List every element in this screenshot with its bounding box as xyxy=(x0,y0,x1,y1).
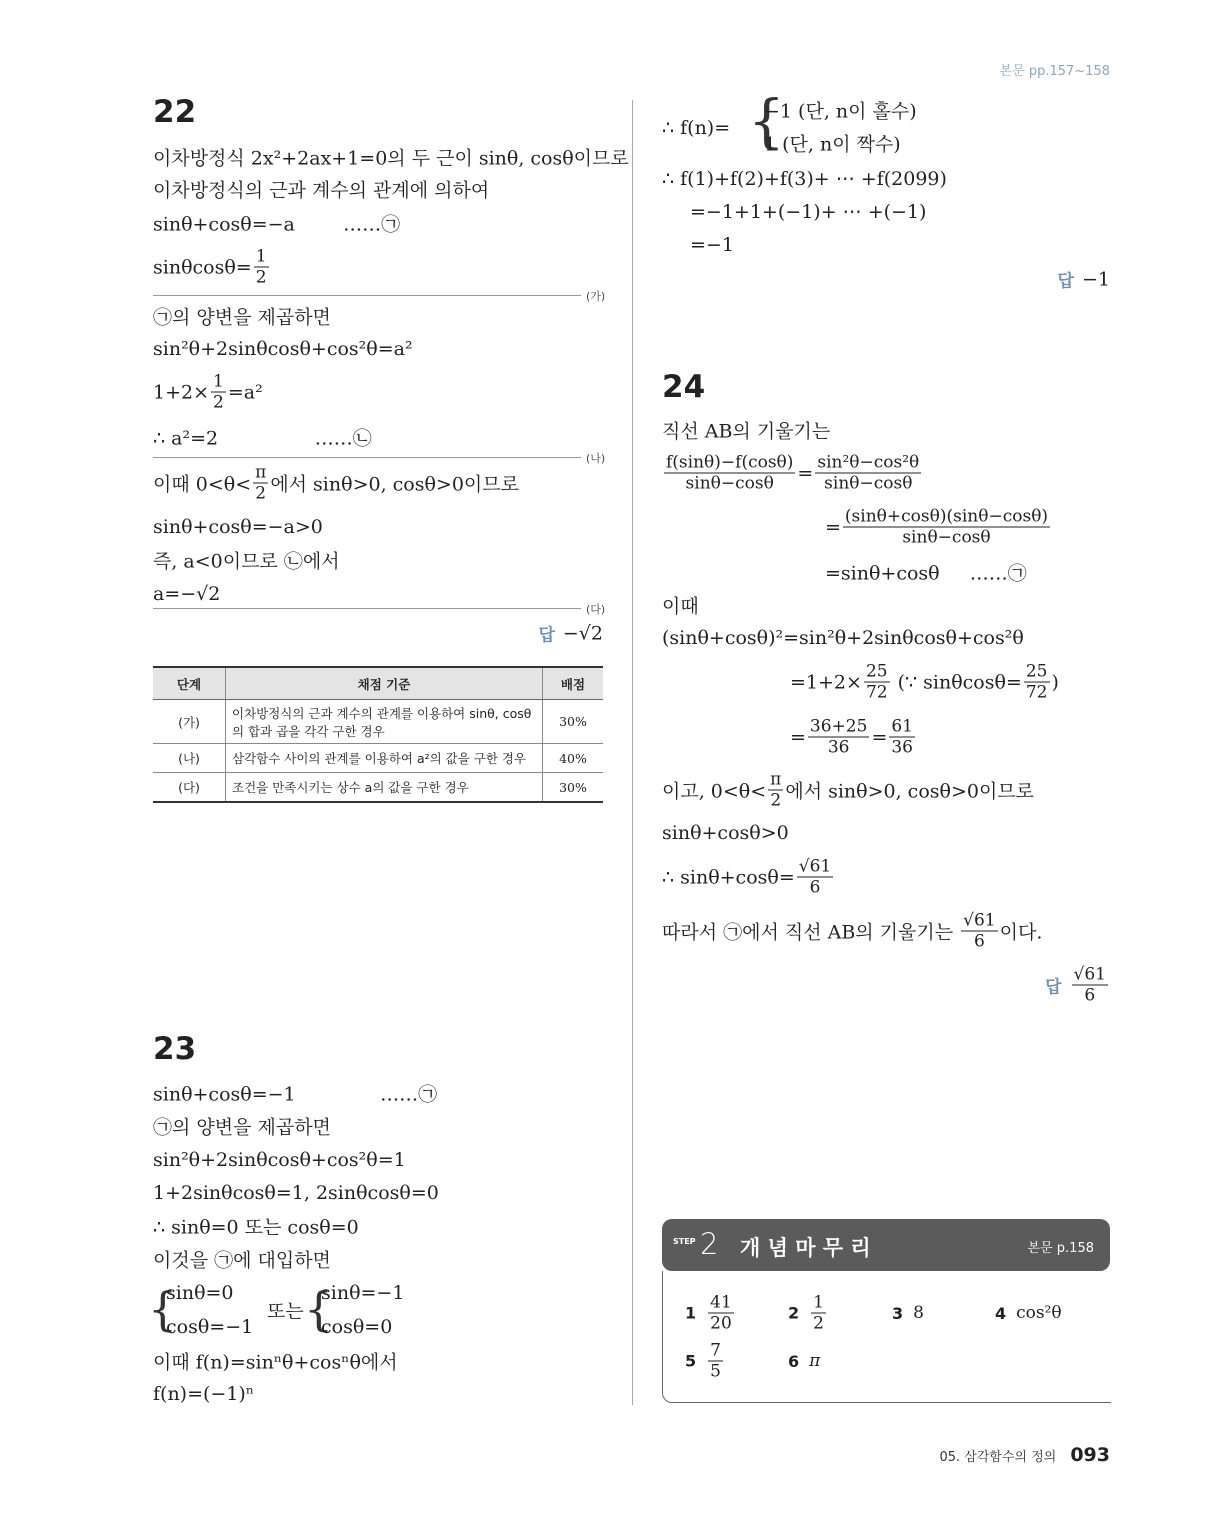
page-number: 093 xyxy=(1070,1444,1110,1466)
solution-line xyxy=(153,1383,254,1405)
solution-line xyxy=(662,857,835,898)
solution-line xyxy=(790,662,1059,703)
solution-line xyxy=(153,424,372,451)
answer-item xyxy=(685,1341,725,1382)
column-divider xyxy=(632,100,633,1405)
system-eq: cosθ=0 xyxy=(321,1316,393,1338)
solution-line xyxy=(153,1246,331,1273)
denominator: 6 xyxy=(973,931,985,952)
denominator: 2 xyxy=(213,392,224,413)
step-number: 2 xyxy=(700,1227,719,1261)
math-text: = xyxy=(871,726,888,748)
solution-line xyxy=(662,822,789,844)
left-brace: { xyxy=(304,1282,334,1336)
math-text: cos²θ xyxy=(1016,1303,1062,1323)
solution-line xyxy=(662,168,947,190)
solution-line xyxy=(153,338,413,360)
math-text: = xyxy=(797,462,814,484)
solution-line xyxy=(153,247,271,288)
problem-number-23: 23 xyxy=(153,1031,197,1067)
math-text: 에서 sinθ>0, cosθ>0이므로 xyxy=(785,780,1035,803)
math-text: (sinθ+cosθ)²=sin²θ+2sinθcosθ+cos²θ xyxy=(662,627,1024,649)
solution-line xyxy=(790,717,917,758)
step-title: 개 념 마 무 리 xyxy=(740,1236,871,1260)
math-text: a=−√2 xyxy=(153,583,221,605)
step-label: (다) xyxy=(586,603,606,616)
item-number: 2 xyxy=(788,1303,800,1323)
solution-line xyxy=(153,1113,331,1140)
table-row xyxy=(153,773,603,803)
step2-header xyxy=(662,1219,1110,1271)
case-line: −1 (단, n이 홀수) xyxy=(764,100,917,123)
fraction xyxy=(664,453,795,494)
math-text: =sinθ+cosθ ……㉠ xyxy=(825,562,1027,585)
solution-line xyxy=(662,592,699,619)
step-page-ref: 본문 p.158 xyxy=(1027,1241,1094,1256)
denominator: 6 xyxy=(1084,985,1096,1006)
item-number: 3 xyxy=(892,1303,904,1323)
numerator: sin²θ−cos²θ xyxy=(817,452,920,473)
math-text: =−1+1+(−1)+ ⋯ +(−1) xyxy=(690,201,927,223)
solution-line xyxy=(153,210,400,237)
cell-step: (다) xyxy=(153,773,226,803)
step-tag: STEP xyxy=(673,1237,696,1246)
numerator: √61 xyxy=(798,856,832,877)
answer-mark: 답 xyxy=(1045,977,1062,998)
cell-score: 40% xyxy=(543,744,604,773)
numerator: 1 xyxy=(213,371,224,392)
fraction xyxy=(768,770,783,811)
solution-line xyxy=(153,372,263,413)
item-value xyxy=(706,1293,736,1334)
fraction xyxy=(1024,662,1050,703)
math-text: (∵ sinθcosθ= xyxy=(891,671,1022,693)
item-number: 1 xyxy=(685,1303,697,1323)
solution-line xyxy=(153,463,519,504)
denominator: 5 xyxy=(710,1361,721,1382)
denominator: sinθ−cosθ xyxy=(824,473,913,494)
math-text: sinθ+cosθ=−1 ……㉠ xyxy=(153,1083,438,1106)
denominator: 2 xyxy=(255,267,267,288)
math-text: ∴ sinθ+cosθ= xyxy=(662,866,795,888)
fraction xyxy=(889,717,915,758)
math-text: 이차방정식의 근과 계수의 관계에 의하여 xyxy=(153,179,490,202)
problem-number-24: 24 xyxy=(662,369,706,405)
math-text: f(n)=(−1)ⁿ xyxy=(153,1383,255,1405)
numerator: 41 xyxy=(710,1292,732,1313)
fraction xyxy=(815,453,921,494)
cell-step: (나) xyxy=(153,744,226,773)
numerator: π xyxy=(770,769,782,790)
solution-line xyxy=(690,234,734,256)
page-footer xyxy=(939,1444,1110,1466)
cell-score: 30% xyxy=(543,700,604,744)
system-or: 또는 xyxy=(267,1300,304,1323)
grading-table xyxy=(153,666,603,803)
system-eq: sinθ=0 xyxy=(166,1282,234,1304)
fraction xyxy=(708,1293,734,1334)
solution-line xyxy=(662,417,830,444)
math-text: 즉, a<0이므로 ㉡에서 xyxy=(153,550,340,573)
denominator: 2 xyxy=(813,1313,824,1334)
math-text: 이고, 0<θ< xyxy=(662,780,767,803)
solution-line xyxy=(662,911,1042,952)
step-label: (가) xyxy=(586,290,606,303)
math-text: ∴ a²=2 ……㉡ xyxy=(153,427,372,450)
item-number: 5 xyxy=(685,1351,697,1371)
numerator: 25 xyxy=(1025,661,1048,682)
page-reference: 본문 pp.157~158 xyxy=(999,64,1110,79)
fraction xyxy=(708,1341,723,1382)
answer xyxy=(1058,267,1110,292)
numerator: 61 xyxy=(891,716,913,737)
solution-line xyxy=(662,627,1024,649)
numerator: 25 xyxy=(865,661,888,682)
denominator: sinθ−cosθ xyxy=(902,527,991,548)
table-row xyxy=(153,700,603,744)
header-criterion: 채점 기준 xyxy=(226,667,543,700)
fraction xyxy=(961,911,997,952)
math-text: 1+2× xyxy=(153,381,210,403)
table-row xyxy=(153,744,603,773)
item-value xyxy=(1016,1303,1062,1323)
item-value xyxy=(809,1351,820,1371)
numerator: √61 xyxy=(963,910,996,931)
solution-line xyxy=(153,144,629,171)
math-text: 직선 AB의 기울기는 xyxy=(662,420,831,443)
numerator: 7 xyxy=(710,1340,721,1361)
chapter-title: 05. 삼각함수의 정의 xyxy=(939,1450,1057,1465)
numerator: (sinθ+cosθ)(sinθ−cosθ) xyxy=(844,506,1049,527)
fraction xyxy=(843,507,1050,548)
math-text: 1+2sinθcosθ=1, 2sinθcosθ=0 xyxy=(153,1182,439,1204)
numerator: f(sinθ)−f(cosθ) xyxy=(666,452,794,473)
fraction xyxy=(864,662,890,703)
solution-line xyxy=(825,507,1052,548)
math-text: 이다. xyxy=(999,921,1043,944)
solution-line xyxy=(825,559,1027,586)
solution-line: ∴ f(n)= xyxy=(662,117,731,139)
answer-item xyxy=(788,1293,828,1334)
math-text: 이때 f(n)=sinⁿθ+cosⁿθ에서 xyxy=(153,1351,398,1374)
item-value xyxy=(913,1303,924,1323)
denominator: 20 xyxy=(710,1313,732,1334)
cell-criterion: 조건을 만족시키는 상수 a의 값을 구한 경우 xyxy=(226,773,543,803)
math-text: sinθ+cosθ=−a ……㉠ xyxy=(153,213,401,236)
denominator: 2 xyxy=(770,790,782,811)
math-text: 이때 0<θ< xyxy=(153,473,252,496)
math-text: 이때 xyxy=(662,595,699,618)
solution-line xyxy=(153,176,489,203)
numerator: 1 xyxy=(255,246,267,267)
solution-line xyxy=(153,1213,359,1240)
answer-value xyxy=(1082,268,1110,290)
system-eq: cosθ=−1 xyxy=(166,1316,254,1338)
case-line: 1 (단, n이 짝수) xyxy=(764,133,901,156)
item-number: 4 xyxy=(995,1303,1007,1323)
cell-step: (가) xyxy=(153,700,226,744)
denominator: 36 xyxy=(891,737,913,758)
step-divider xyxy=(153,295,581,296)
math-text: 이것을 ㉠에 대입하면 xyxy=(153,1249,331,1272)
solution-line xyxy=(662,453,923,494)
math-text: =−1 xyxy=(690,234,734,256)
item-value xyxy=(809,1293,828,1334)
math-text: sin²θ+2sinθcosθ+cos²θ=1 xyxy=(153,1149,406,1171)
math-text: 8 xyxy=(913,1303,924,1323)
math-text: −1 xyxy=(1081,268,1110,290)
cell-criterion: 이차방정식의 근과 계수의 관계를 이용하여 sinθ, cosθ의 합과 곱을 각각 구한 경우 xyxy=(226,700,543,744)
math-text: π xyxy=(809,1351,821,1371)
math-text: sinθ+cosθ>0 xyxy=(662,822,789,844)
answer-item xyxy=(788,1351,820,1371)
system-eq: sinθ=−1 xyxy=(321,1282,405,1304)
math-text: sinθcosθ= xyxy=(153,256,252,278)
answer-item xyxy=(995,1303,1062,1323)
math-text: ∴ f(1)+f(2)+f(3)+ ⋯ +f(2099) xyxy=(662,168,947,190)
cell-score: 30% xyxy=(543,773,604,803)
step2-answers xyxy=(662,1271,1111,1403)
header-step: 단계 xyxy=(153,667,226,700)
fraction xyxy=(811,1293,826,1334)
item-value xyxy=(706,1341,725,1382)
fraction xyxy=(808,717,870,758)
math-text: sin²θ+2sinθcosθ+cos²θ=a² xyxy=(153,338,413,360)
solution-line xyxy=(153,547,340,574)
numerator: π xyxy=(255,462,267,483)
problem-number-22: 22 xyxy=(153,94,197,130)
math-text: ㉠의 양변을 제곱하면 xyxy=(153,1116,331,1139)
solution-line xyxy=(662,770,1034,811)
numerator: 1 xyxy=(813,1292,824,1313)
denominator: sinθ−cosθ xyxy=(685,473,774,494)
math-text: 따라서 ㉠에서 직선 AB의 기울기는 xyxy=(662,921,960,944)
answer xyxy=(1045,965,1110,1006)
left-brace: { xyxy=(148,1282,178,1336)
math-text: ) xyxy=(1051,671,1059,693)
denominator: 6 xyxy=(809,877,821,898)
math-text: 이차방정식 2x²+2ax+1=0의 두 근이 sinθ, cosθ이므로 xyxy=(153,147,629,170)
fraction xyxy=(254,247,269,288)
numerator: 36+25 xyxy=(809,716,868,737)
answer-mark: 답 xyxy=(1057,271,1074,292)
fraction xyxy=(211,372,226,413)
cell-criterion: 삼각함수 사이의 관계를 이용하여 a²의 값을 구한 경우 xyxy=(226,744,543,773)
step-label: (나) xyxy=(586,452,606,465)
math-text: 에서 sinθ>0, cosθ>0이므로 xyxy=(270,473,519,496)
solution-line xyxy=(153,1149,406,1171)
solution-line xyxy=(153,303,331,330)
denominator: 72 xyxy=(1025,682,1048,703)
math-text: =1+2× xyxy=(790,671,862,693)
step-divider xyxy=(153,457,581,458)
solution-line xyxy=(153,1080,437,1107)
fraction xyxy=(253,463,268,504)
left-brace: { xyxy=(748,87,785,155)
math-text: ㉠의 양변을 제곱하면 xyxy=(153,306,331,329)
solution-line xyxy=(153,583,220,605)
math-text: ∴ sinθ=0 또는 cosθ=0 xyxy=(153,1216,359,1239)
numerator: √61 xyxy=(1073,964,1106,985)
item-number: 6 xyxy=(788,1351,800,1371)
solution-line xyxy=(690,201,926,223)
fraction xyxy=(1072,965,1108,1006)
header-score: 배점 xyxy=(543,667,604,700)
answer-value xyxy=(1070,965,1110,1006)
answer-item xyxy=(685,1293,736,1334)
answer-mark: 답 xyxy=(538,625,555,646)
solution-line xyxy=(153,1348,398,1375)
denominator: 72 xyxy=(865,682,888,703)
math-text: −√2 xyxy=(562,622,603,644)
solution-line xyxy=(153,1182,439,1204)
math-text: = xyxy=(825,516,841,538)
denominator: 36 xyxy=(827,737,850,758)
answer xyxy=(538,621,603,646)
step-divider xyxy=(153,608,581,609)
answer-item xyxy=(892,1303,924,1323)
fraction xyxy=(797,857,833,898)
answer-value xyxy=(563,622,603,644)
denominator: 2 xyxy=(255,483,267,504)
math-text: = xyxy=(790,726,806,748)
math-text: =a² xyxy=(227,381,263,403)
solution-line xyxy=(153,516,323,538)
math-text: sinθ+cosθ=−a>0 xyxy=(153,516,323,538)
